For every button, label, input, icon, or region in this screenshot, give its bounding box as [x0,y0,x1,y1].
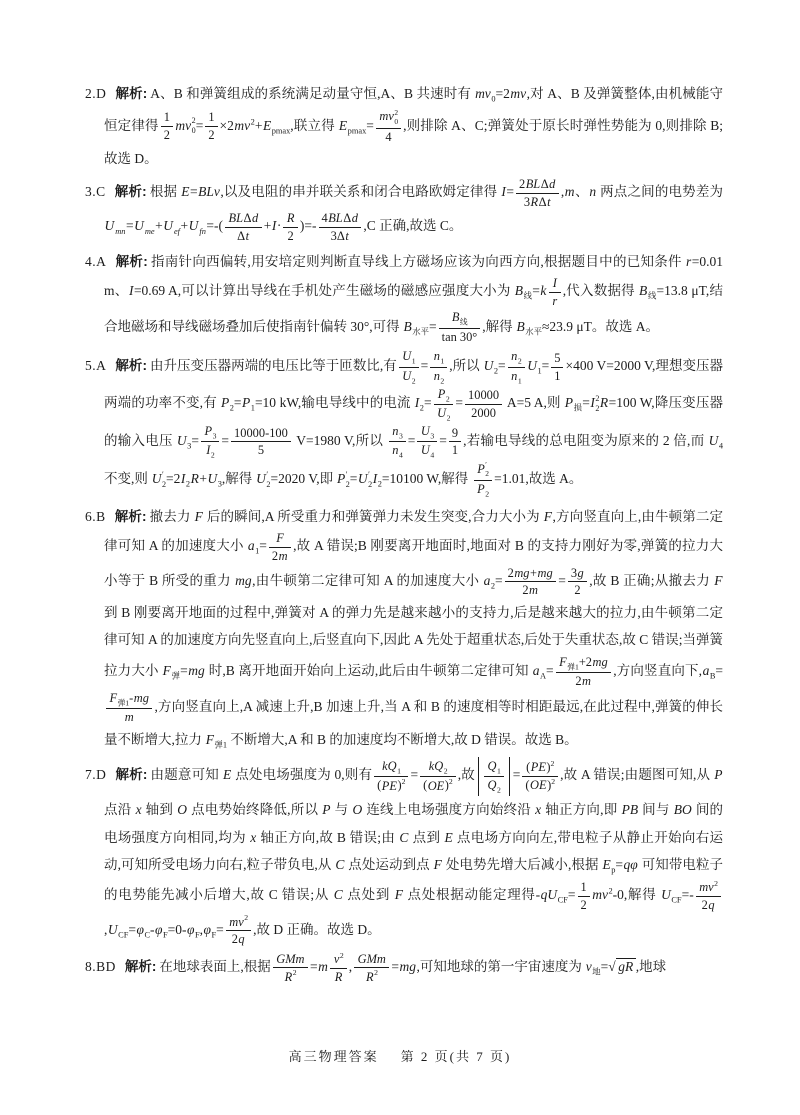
item-explanation: 指南针向西偏转,用安培定则判断直导线上方磁场应该为向西方向,根据题目中的已知条件 r=0.01 m、I=0.69 A,可以计算出导线在手机处产生磁场的磁感应强度大小为 $B_线=k$ $\frac{I}{r}$ ,代入数据得 $B_线=13.8$ μT,结合地磁场和导线磁场叠加后使指南针偏转 30°,可得 $B_{水平}=$ $B_线$ tan 30° ,解得 $B_{水平}\approx 23.9$ μT。故选 A。 [104,253,723,344]
item-explanation: 撤去力 F 后的瞬间,A 所受重力和弹簧弹力未发生突变,合力大小为 F,方向竖直向上,由牛顿第二定律可知 A 的加速度大小 $a_1=$ $\frac{F}{2m}$ ,故 A 错误;B 刚要离开地面时,地面对 B 的支持力刚好为零,弹簧的拉力大小等于 B 所受的重力 mg,由牛顿第二定律可知 A 的加速度大小 $a_2=$ $\frac{2mg+mg}{2m}$ = $\frac{3g}{2}$ ,故 B 正确;从撤去力 F 到 B 刚要离开地面的过程中,弹簧对 A 的弹力先是越来越小的支持力,后是越来越大的拉力,由牛顿第二定律可知 A 的加速度方向先竖直向上,后竖直向下,因此 A 先处于超重状态,后处于失重状态,故 C 错误;当弹簧拉力大小 $F_弹=mg$ 时,B 离开地面开始向上运动,此后由牛顿第二定律可知 $a_A=$ $F_{弹1}+2mg$ 2m ,方向竖直向下$,a_B=$ $F_{弹1}-mg$ m ,方向竖直向上,A 减速上升,B 加速上升,当 A 和 B 的速度相等时相距最远,在此过程中,弹簧的伸长量不断增大,拉力 $F_{弹1}$ 不断增大,A 和 B 的加速度均不断增大,故 D 错误。故选 B。 [104,508,724,750]
item-explanation: A、B 和弹簧组成的系统满足动量守恒,A、B 共速时有 $mv_0=2mv$,对 A、B 及弹簧整体,由机械能守恒定律得 $\frac{1}{2}$ mv 2 0 = $\frac{1}{2}$ $\times 2mv^2+E_{pmax}$,联立得 $E_{pmax}=$ mv 2 0 4 ,则排除 A、C;弹簧处于原长时弹性势能为 0,则排除 B;故选 D。 [104,86,723,167]
page-footer [0,1046,800,1065]
item-label: 解析: [115,358,147,374]
item-number: 4.A [85,253,107,269]
item-label: 解析: [114,184,147,200]
item-number: 3.C [85,184,106,200]
answer-item-4 [85,248,723,346]
item-label: 解析: [114,508,147,524]
item-number: 7.D [85,767,107,783]
answer-item-7 [85,757,723,948]
item-label: 解析: [115,767,148,783]
item-label: 解析: [115,86,148,101]
item-explanation: 由升压变压器两端的电压比等于匝数比,有 $\frac{U_1}{U_2}$ = $\frac{n_1}{n_2}$ ,所以 $U_2=$ $\frac{n_2}{n_1}$ $U_1=$ $\frac{5}{1}$ ×400 V=2000 V,理想变压器两端的功率不变,有 $P_2=P_1=10$ kW,输电导线中的电流 $I_2=$ $\frac{P_2}{U_2}$ = $\frac{10000}{2000}$ A=5 A,则 $P_损=I$ 2 2 R=100 W,降压变压器的输入电压 $U_3=$ $\frac{P_3}{I_2}$ = $\frac{10000-100}{5}$ V=1980 V,所以 $\frac{n_3}{n_4}$ = $\frac{U_3}{U_4}$ = $\frac{9}{1}$ ,若输电导线的总电阻变为原来的 2 倍,而 $U_4$ 不变,则 U ′ 2 $=2I_2R+U_3$,解得 U ′ 2 =2020 V,即 P ′ 2 =U ′ 2 $I_2=10100$ W,解得 P ′ 2 $P_2$ =1.01,故选 A。 [104,349,724,499]
answer-item-2 [85,80,723,173]
answer-item-5 [85,348,723,499]
answer-item-3 [85,176,723,245]
answer-item-6 [85,503,723,754]
footer-title: 高三物理答案 [288,1049,379,1064]
item-label: 解析: [124,959,157,975]
item-explanation: 在地球表面上,根据 GMm $R^2$ =m $\frac{v^2}{R}$ , GMm $R^2$ =mg,可知地球的第一宇宙速度为 $v_地=√$ gR ,地球 [159,950,667,984]
item-explanation: 根据 E=BLv,以及电阻的串并联关系和闭合电路欧姆定律得 I= 2BLΔd 3RΔt ,m、n 两点之间的电势差为 $U_{mn}=U_{me}+U_{ef}+U_{fn}=-$( BLΔd Δt +I· $\frac{R}{2}$ )=- 4BLΔd 3Δt ,C 正确,故选 C。 [104,176,724,243]
item-number: 6.B [85,508,106,524]
item-number: 2.D [85,86,107,101]
answers-list [85,80,723,988]
footer-page-number: 第 2 页(共 7 页) [400,1049,512,1064]
item-explanation: 由题意可知 E 点处电场强度为 0,则有 $\frac{kQ_1}{(PE)^2}$ = $\frac{kQ_2}{(OE)^2}$ ,故 $\frac{Q_1}{Q_2}$ = $\frac{(PE)^2}{(OE)^2}$ ,故 A 错误;由题图可知,从 P 点沿 x 轴到 O 点电势始终降低,所以 P 与 O 连线上电场强度方向始终沿 x 轴正方向,即 PB 间与 BO 间的电场强度方向相同,均为 x 轴正方向,故 B 错误;由 C 点到 E 点电场方向向左,带电粒子从静止开始向右运动,可知所受电场力向右,粒子带负电,从 C 点处运动到点 F 处电势先增大后减小,根据 $E_p=q\varphi$ 可知带电粒子的电势能先减小后增大,故 C 错误;从 C 点处到 F 点处根据动能定理得$-qU_{CF}=$ $\frac{1}{2}$ $mv^2-0$,解得 $U_{CF}=-$ $\frac{mv^2}{2q}$ $,U_{CF}=\varphi_C-\varphi_F=0-\varphi_F,\varphi_F=$ $\frac{mv^2}{2q}$ ,故 D 正确。故选 D。 [104,758,724,947]
item-number: 8.BD [85,959,116,975]
item-label: 解析: [115,253,148,269]
answer-item-8 [85,951,723,985]
item-number: 5.A [85,358,107,374]
